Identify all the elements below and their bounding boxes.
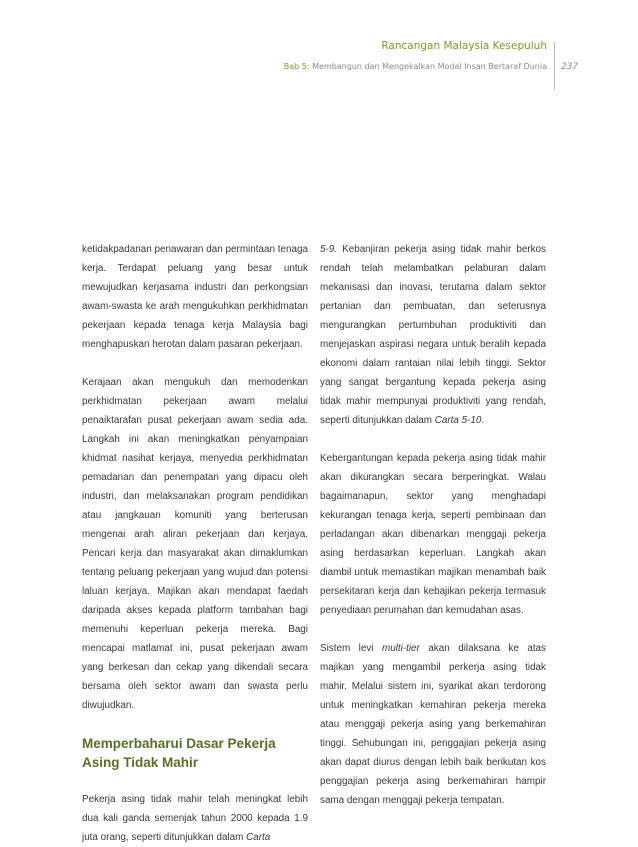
paragraph-text: akan dilaksana ke atas majikan yang mengambil perkerja asing tidak mahir. Melalui sistem ini, syarikat akan terdorong untuk meningkatkan kemahiran pekerja mereka atau menggaji pekerja asing yang berkemahiran tinggi. Sehubungan ini, penggajian pekerja asing akan dapat diurus dengan lebih baik berikutan kos penggajian pekerja asing berkemahiran hampir sama dengan menggaji pekerja tempatan. — [320, 643, 546, 806]
chapter-subtitle — [284, 62, 547, 71]
chapter-label: Bab 5: — [283, 62, 310, 71]
paragraph — [82, 790, 308, 847]
paragraph: Kerajaan akan mengukuh dan memodenkan perkhidmatan pekerjaan awam melalui penaiktarafan pusat pekerjaan awam sedia ada. Langkah ini akan meningkatkan penyampaian khidmat nasihat kerjaya, menyedia perkhidmatan pemadanan dan penempatan yang dipacu oleh industri, dan melaksanakan program pendidikan atau jangkauan komuniti yang berterusan mengenai arah aliran pekerjaan dan kerjaya. Pencari kerja dan masyarakat akan dimaklumkan tentang peluang pekerjaan yang wujud dan potensi laluan kerjaya. Majikan akan mendapat faedah daripada akses kepada platform tambahan bagi memenuhi keperluan pekerja mereka. Bagi mencapai matlamat ini, pusat pekerjaan awam yang berkesan dan cekap yang dikendali secara bersama oleh sektor awam dan swasta perlu diwujudkan. — [82, 377, 308, 711]
italic-term: multi-tier — [381, 643, 420, 654]
right-column — [320, 240, 546, 810]
figure-reference: 5-9. — [320, 244, 338, 255]
paragraph-text: Kebanjiran pekerja asing tidak mahir berkos rendah telah melambatkan pelaburan dalam mekanisasi dan inovasi, terutama dalam sektor pertanian dan pembuatan, dan seterusnya mengurangkan pertumbuhan produktiviti dan menjejaskan aspirasi negara untuk beralih kepada ekonomi dalam rantaian nilai lebih tinggi. Sektor yang sangat bergantung kepada pekerja asing tidak mahir mempunyai produktiviti yang rendah, seperti ditunjukkan dalam — [320, 244, 546, 426]
paragraph: Kebergantungan kepada pekerja asing tidak mahir akan dikurangkan secara berperingkat. Walau bagaimanapun, sektor yang menghadapi kekurangan tenaga kerja, seperti pembinaan dan perladangan akan dibenarkan menggaji pekerja asing berdasarkan keperluan. Langkah akan diambil untuk memastikan majikan menambah baik persekitaran kerja dan kebajikan pekerja termasuk penyediaan perumahan dan kemudahan asas. — [320, 453, 546, 616]
paragraph-text: Pekerja asing tidak mahir telah meningkat lebih dua kali ganda semenjak tahun 2000 kepada 1.9 juta orang, seperti ditunjukkan dalam — [82, 794, 308, 843]
paragraph: ketidakpadanan penawaran dan permintaan tenaga kerja. Terdapat peluang yang besar untuk mewujudkan kerjasama industri dan perkongsian awam-swasta ke arah mengukuhkan perkhidmatan pekerjaan kepada tenaga kerja Malaysia bagi menghapuskan herotan dalam pasaran pekerjaan. — [82, 244, 308, 350]
document-title: Rancangan Malaysia Kesepuluh — [381, 40, 547, 52]
paragraph-text: Sistem levi — [320, 643, 382, 654]
left-column — [82, 240, 308, 847]
paragraph — [320, 639, 546, 810]
section-heading: Memperbaharui Dasar Pekerja Asing Tidak Mahir — [82, 736, 276, 770]
figure-reference: Carta 5-10 — [434, 415, 482, 426]
page-number: 237 — [561, 62, 579, 72]
figure-reference: Carta — [246, 832, 271, 843]
paragraph-text: . — [481, 415, 485, 426]
paragraph — [320, 240, 546, 430]
header-divider — [554, 42, 555, 90]
chapter-name: Membangun dan Mengekalkan Modal Insan Bertaraf Dunia — [312, 62, 547, 71]
page-header — [0, 0, 638, 90]
